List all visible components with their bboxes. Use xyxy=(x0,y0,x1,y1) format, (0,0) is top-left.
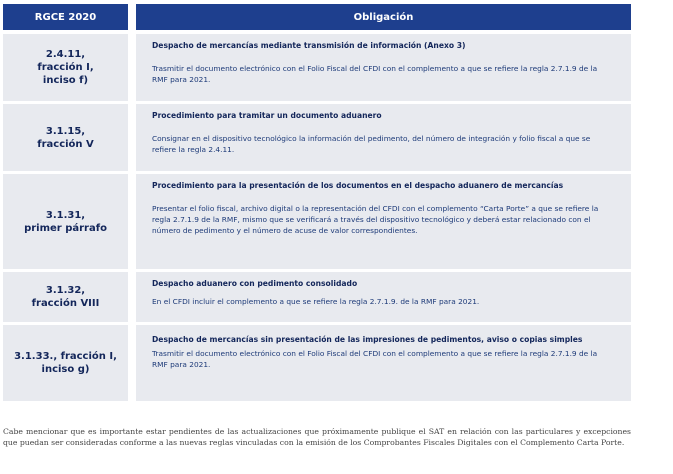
obligation-cell xyxy=(136,325,631,401)
rule-label: 3.1.33., fracción I, inciso g) xyxy=(14,351,117,375)
obligation-text: Trasmitir el documento electrónico con el Folio Fiscal del CFDI con el complemento a que se refiere la regla 2.7.1.9 de la RMF para 2021. xyxy=(152,349,598,369)
rule-cell xyxy=(3,272,128,322)
rule-label: 2.4.11, fracción I, inciso f) xyxy=(37,49,94,86)
rule-cell xyxy=(3,34,128,101)
header-rgce: RGCE 2020 xyxy=(3,4,128,30)
table-row xyxy=(3,104,631,171)
table-row xyxy=(3,34,631,101)
obligation-text: Presentar el folio fiscal, archivo digital o la representación del CFDI con el complemento “Carta Porte” a que se refiere la regla 2.7.1.9 de la RMF, mismo que se verificará a través del dispositivo tecnológico y deberá estar relacionado con el número de pedimento y el número de acuse de valor correspondientes. xyxy=(152,204,599,235)
rule-cell xyxy=(3,325,128,401)
obligation-cell xyxy=(136,104,631,171)
header-obligacion: Obligación xyxy=(136,4,631,30)
rule-cell xyxy=(3,104,128,171)
obligation-title: Despacho de mercancías sin presentación de las impresiones de pedimentos, aviso o copias simples xyxy=(152,335,583,344)
obligation-text: Trasmitir el documento electrónico con el Folio Fiscal del CFDI con el complemento a que se refiere la regla 2.7.1.9 de la RMF para 2021. xyxy=(152,64,598,84)
table-row xyxy=(3,325,631,401)
obligation-cell xyxy=(136,34,631,101)
obligation-cell xyxy=(136,272,631,322)
obligation-title: Despacho de mercancías mediante transmisión de información (Anexo 3) xyxy=(152,41,466,50)
obligation-title: Despacho aduanero con pedimento consolidado xyxy=(152,279,358,288)
obligation-cell xyxy=(136,174,631,269)
rule-cell xyxy=(3,174,128,269)
obligation-title: Procedimiento para tramitar un documento aduanero xyxy=(152,111,382,120)
obligation-text: Consignar en el dispositivo tecnológico la información del pedimento, del número de integración y folio fiscal a que se refiere la regla 2.4.11. xyxy=(152,134,591,154)
rule-label: 3.1.32, fracción VIII xyxy=(31,285,100,309)
closing-note: Cabe mencionar que es importante estar pendientes de las actualizaciones que próximamente publique el SAT en relación con las particulares y excepciones que puedan ser consideradas conforme a las nuevas reglas vinculadas con la emisión de los Comprobantes Fiscales Digitales con el Complemento Carta Porte. xyxy=(3,427,631,448)
table-row xyxy=(3,174,631,269)
table-row xyxy=(3,272,631,322)
rule-label: 3.1.31, primer párrafo xyxy=(24,209,107,234)
rule-label: 3.1.15, fracción V xyxy=(37,125,94,150)
obligation-title: Procedimiento para la presentación de los documentos en el despacho aduanero de mercancías xyxy=(152,181,564,190)
obligation-text: En el CFDI incluir el complemento a que se refiere la regla 2.7.1.9. de la RMF para 2021. xyxy=(152,297,480,306)
